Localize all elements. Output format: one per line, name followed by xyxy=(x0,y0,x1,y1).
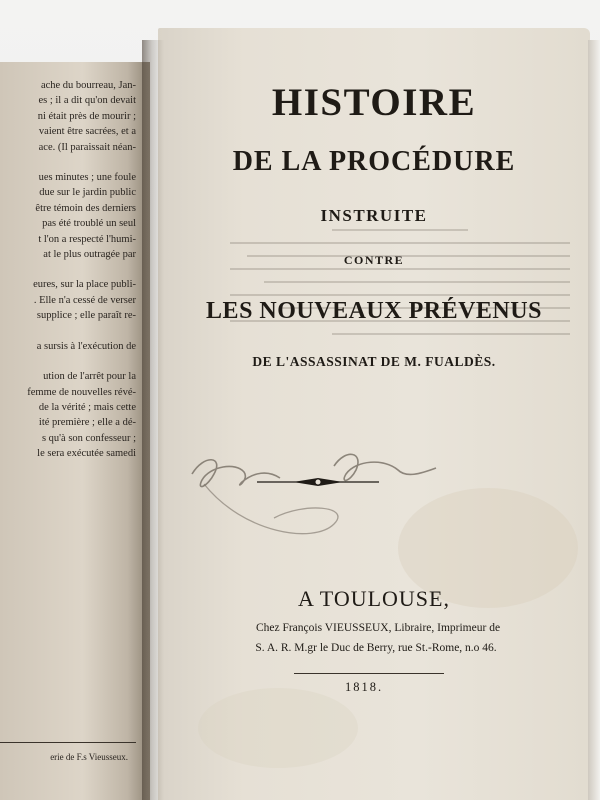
imprint-city: A TOULOUSE, xyxy=(298,586,450,611)
book-gutter xyxy=(142,40,164,800)
page-edge xyxy=(588,40,600,800)
left-page-line: . Elle n'a cessé de verser xyxy=(33,294,136,306)
paragraph-gap xyxy=(0,262,136,277)
left-page-line: due sur le jardin public xyxy=(39,187,136,199)
left-page xyxy=(0,62,150,800)
left-page-line: de la vérité ; mais cette xyxy=(38,401,136,413)
title-line-instruite: INSTRUITE xyxy=(320,206,428,225)
imprint-address: S. A. R. M.gr le Duc de Berry, rue St.-Rome, n.o 46. xyxy=(255,642,497,654)
left-page-line: supplice ; elle paraît re- xyxy=(36,310,136,322)
title-page xyxy=(158,28,590,800)
left-page-line: ution de l'arrêt pour la xyxy=(43,371,136,383)
left-page-line: ni était près de mourir ; xyxy=(37,110,136,122)
left-page-text xyxy=(0,78,136,462)
title-line-contre: CONTRE xyxy=(343,253,405,267)
left-page-line: a sursis à l'exécution de xyxy=(36,340,136,352)
left-page-line: eures, sur la place publi- xyxy=(33,279,136,291)
paragraph-gap xyxy=(0,354,136,369)
left-page-line: femme de nouvelles révé- xyxy=(27,386,136,398)
left-page-line: ace. (Il paraissait néan- xyxy=(38,141,136,153)
left-page-footer: erie de F.s Vieusseux. xyxy=(50,752,128,762)
handwritten-signature-icon xyxy=(184,444,484,554)
ornament-rule-icon xyxy=(253,474,383,490)
left-page-line: pas été troublé un seul xyxy=(42,218,136,230)
year-rule xyxy=(294,673,444,674)
left-page-line: s qu'à son confesseur ; xyxy=(41,432,136,444)
imprint-publisher: Chez François VIEUSSEUX, Libraire, Imprimeur de xyxy=(255,622,501,634)
left-page-line: ues minutes ; une foule xyxy=(38,172,136,184)
left-page-line: le sera exécutée samedi xyxy=(37,448,136,460)
footer-rule xyxy=(0,742,136,743)
left-page-line: t l'on a respecté l'humi- xyxy=(38,233,136,245)
paragraph-gap xyxy=(0,155,136,170)
left-page-line: ité première ; elle a dé- xyxy=(38,417,136,429)
bleed-through-text xyxy=(230,218,570,346)
left-page-line: vaient être sacrées, et a xyxy=(38,126,136,138)
title-line-procedure: DE LA PROCÉDURE xyxy=(232,146,516,177)
left-page-line: es ; il a dit qu'on devait xyxy=(38,95,136,107)
title-line-histoire: HISTOIRE xyxy=(271,81,477,124)
left-page-line: être témoin des derniers xyxy=(35,202,136,214)
title-line-prevenus: LES NOUVEAUX PRÉVENUS xyxy=(206,298,542,324)
paragraph-gap xyxy=(0,324,136,339)
left-page-line: ache du bourreau, Jan- xyxy=(40,80,136,91)
title-line-assassinat: DE L'ASSASSINAT DE M. FUALDÈS. xyxy=(252,354,496,369)
imprint-year: 1818. xyxy=(344,680,384,694)
left-page-line: at le plus outragée par xyxy=(43,249,136,261)
